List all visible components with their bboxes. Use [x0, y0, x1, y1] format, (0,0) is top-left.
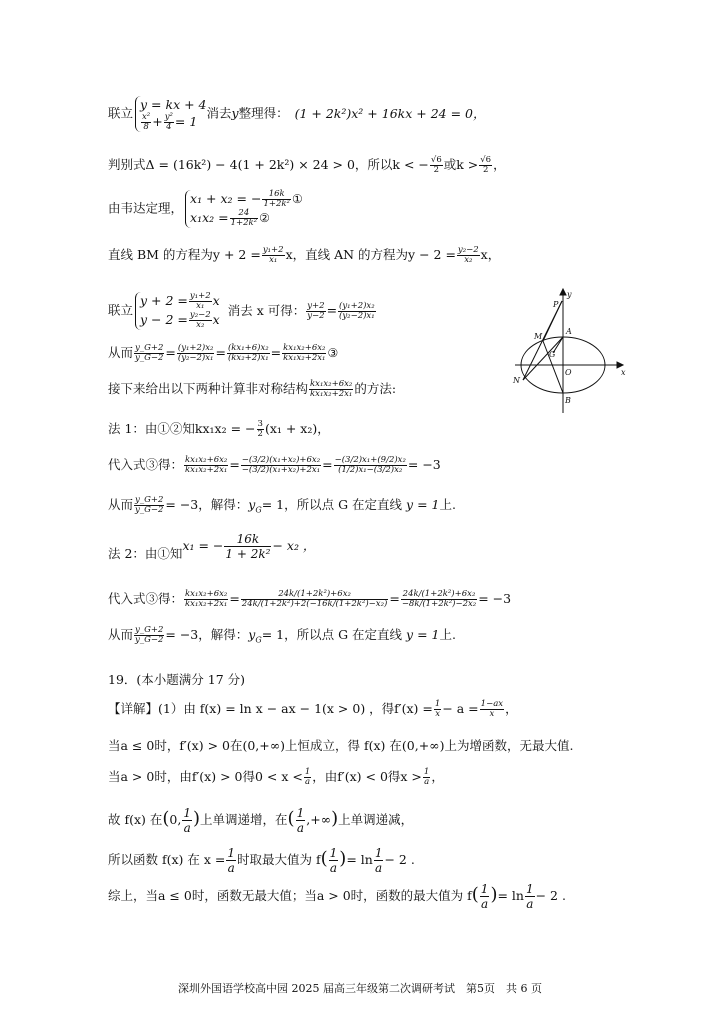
text: 消去 [206, 105, 232, 121]
line-conclusion2: 从而 $\frac{y\_G+2}{y\_G-2}$ = −3，解得：$y_G= 1$，所以点 G 在定直线 y = 1上. [108, 625, 456, 645]
text: = −3 [407, 457, 441, 472]
label-x: x [621, 368, 626, 377]
text: 判别式Δ = (16k²) − 4(1 + 2k²) × 24 > 0，所以k < − [108, 157, 429, 172]
text: y = 1 [406, 497, 440, 512]
line-ratio: 从而 $\frac{y\_G+2}{y\_G-2}$ = $\frac{\text{(y₁+2)x₂}}{\text{(y₂−2)x₁}}$ = $\frac{\text{(kx₁+6)x₂}}{\text{(kx₂+2)x₁}}$ = $\frac{\text{kx₁x₂+6x₂}}{\text{kx₁x₂+2x₁}}$ ③ [108, 343, 339, 363]
line-system-1 [108, 96, 485, 132]
q19-line-a: 【详解】(1）由 f(x) = ln x − ax − 1(x > 0) ，得f′(x) = $\frac{1}{x}$ − a = $\frac{1-ax}{x}$ ， [108, 699, 518, 719]
text: ，所以点 G 在定直线 [284, 497, 403, 512]
text: − a = [442, 701, 479, 716]
text: 上. [439, 627, 456, 642]
text: x₁ = − [182, 538, 224, 553]
q19-line-b [108, 738, 573, 754]
q19-line-d: 故 f(x) 在(0, $\frac{1}{a}$ )上单调递增，在( $\frac{1}{a}$ ,+∞)上单调递减， [108, 806, 414, 835]
label-A: A [566, 327, 572, 336]
text: 代入式③得： [108, 591, 184, 606]
text: 从而 [108, 627, 134, 642]
text: 法 1：由①②知kx₁x₂ = − [108, 421, 256, 436]
line-system-2: 联立 y + 2 = $\frac{\text{y₁+2}}{\text{x₁}}$ x y − 2 = $\frac{\text{y₂−2}}{\text{x₂}}$ x 消去 x 可得： $\frac{y+2}{y-2}$ = $\frac{\text{(y₁+2)x₂}}{\text{(y₂−2)x₁}}$ [108, 291, 375, 330]
line-sub1: 代入式③得： $\frac{\text{kx₁x₂+6x₂}}{\text{kx₁x₂+2x₁}}$ = $\frac{\text{−(3/2)(x₁+x₂)+6x₂}}{\text{−(3/2)(x₁+x₂)+2x₁}}$ = $\frac{\text{−(3/2)x₁+(9/2)x₂}}{\text{(1/2)x₁−(3/2)x₂}}$ = −3 [108, 455, 441, 475]
line-intro: 接下来给出以下两种计算非对称结构 $\frac{\text{kx₁x₂+6x₂}}{\text{kx₁x₂+2x₁}}$ 的方法: [108, 379, 397, 399]
text: = −3，解得： [165, 627, 249, 642]
text: 当a > 0时，由f′(x) > 0得0 < x < [108, 769, 303, 784]
system-brace [135, 96, 206, 132]
text: ，所以点 G 在定直线 [284, 627, 403, 642]
system-brace: x₁ + x₂ = − $\frac{16k}{\text{1+2k²}}$ ① x₁x₂ = $\frac{24}{\text{1+2k²}}$ ② [185, 190, 303, 228]
q19-line-c: 当a > 0时，由f′(x) > 0得0 < x < $\frac{1}{a}$ ，由f′(x) < 0得x > $\frac{1}{a}$ ， [108, 767, 444, 787]
text: 联立 [108, 302, 134, 318]
page-footer: 深圳外国语学校高中园 2025 届高三年级第二次调研考试 第5页 共 6 页 [178, 982, 542, 995]
eq: x₁x₂ = [190, 210, 229, 225]
text: − 2 . [535, 888, 566, 903]
label-O: O [565, 368, 572, 377]
text: 整理得： [238, 105, 289, 121]
text: ，由f′(x) < 0得x > [312, 769, 422, 784]
line-method2: 法 2：由①知x₁ = − $\frac{16k}{\text{1 + 2k²}}$ − x₂ ， [108, 532, 316, 561]
line-sub2: 代入式③得： $\frac{\text{kx₁x₂+6x₂}}{\text{kx₁x₂+2x₁}}$ = $\frac{\text{24k/(1+2k²)+6x₂}}{\text{24k/(1+2k²)+2(−16k/(1+2k²)−x₂)}}$ = $\frac{\text{24k/(1+2k²)+6x₂}}{\text{−8k/(1+2k²)−2x₂}}$ = −3 [108, 589, 512, 609]
q19-line-f: 综上，当a ≤ 0时，函数无最大值；当a > 0时，函数的最大值为 f( $\frac{1}{a}$ )= ln $\frac{1}{a}$ − 2 . [108, 882, 566, 911]
line-mb [543, 341, 563, 393]
question-19-header [108, 672, 245, 688]
text: 从而 [108, 345, 134, 360]
text: = −3，解得： [165, 497, 249, 512]
text: ， [431, 769, 444, 784]
eq-ellipse: $\frac{\text{x²}}{8}$ + $\frac{\text{y²}}{4}$ = 1 [142, 112, 198, 132]
text: 综上，当a ≤ 0时，函数无最大值；当a > 0时，函数的最大值为 f [108, 888, 472, 903]
text: 从而 [108, 497, 134, 512]
text: − x₂ ， [272, 538, 316, 553]
text: 19．(本小题满分 17 分) [108, 672, 246, 687]
eq: x₁ + x₂ = − [190, 191, 262, 206]
line-bm-an: 直线 BM 的方程为y + 2 = $\frac{\text{y₁+2}}{\text{x₁}}$ x，直线 AN 的方程为y − 2 = $\frac{\text{y₂−2}}{\text{x₂}}$ x， [108, 245, 501, 265]
line-vieta [108, 190, 303, 228]
text: − 2 . [384, 852, 415, 867]
text: 接下来给出以下两种计算非对称结构 [108, 381, 309, 396]
text: 直线 BM 的方程为y + 2 = [108, 247, 261, 262]
text: = ln [497, 888, 524, 903]
text: 时取最大值为 f [237, 852, 321, 867]
text: (x₁ + x₂)， [264, 421, 330, 436]
equation: (1 + 2k²)x² + 16kx + 24 = 0， [294, 105, 486, 121]
label-N: N [513, 376, 520, 385]
line-method1: 法 1：由①②知kx₁x₂ = − $\frac{3}{2}$ (x₁ + x₂)， [108, 419, 330, 439]
y-axis-arrow [560, 289, 566, 295]
text: ， [493, 157, 506, 172]
label-B: B [565, 396, 571, 405]
text: 上单调递减， [338, 812, 414, 827]
text: y = 1 [406, 627, 440, 642]
line-discriminant: 判别式Δ = (16k²) − 4(1 + 2k²) × 24 > 0，所以k < − $\frac{√6}{2}$ 或k > $\frac{√6}{2}$ ， [108, 155, 506, 175]
text: 或k > [443, 157, 479, 172]
text: x，直线 AN 的方程为y − 2 = [285, 247, 456, 262]
label-P: P [553, 300, 559, 309]
circle-label: ① [291, 192, 303, 206]
text: 上单调递增，在 [200, 812, 288, 827]
text: 当a ≤ 0时，f′(x) > 0在(0,+∞)上恒成立，得 f(x) 在(0,+∞)上为增函数，无最大值. [108, 738, 574, 753]
text: 故 f(x) 在 [108, 812, 163, 827]
eq: y − 2 = [140, 312, 188, 327]
text: 的方法: [354, 381, 397, 396]
circle-label: ③ [327, 346, 339, 360]
text: 法 2：由①知 [108, 546, 183, 561]
eq-line: y = kx + 4 [140, 97, 207, 112]
eq: y + 2 = [140, 293, 188, 308]
label-G: G [549, 350, 556, 359]
text: ， [505, 701, 518, 716]
text: 消去 x 可得： [227, 302, 306, 318]
text: 所以函数 f(x) 在 x = [108, 852, 226, 867]
var: y [231, 105, 239, 121]
text: 联立 [108, 105, 134, 121]
label-y: y [567, 290, 572, 299]
system-brace: y + 2 = $\frac{\text{y₁+2}}{\text{x₁}}$ x y − 2 = $\frac{\text{y₂−2}}{\text{x₂}}$ x [135, 292, 220, 330]
circle-label: ② [259, 211, 270, 225]
q19-line-e: 所以函数 f(x) 在 x = $\frac{1}{a}$ 时取最大值为 f( $\frac{1}{a}$ )= ln $\frac{1}{a}$ − 2 . [108, 846, 415, 875]
text: 由韦达定理， [108, 200, 184, 216]
text: = ln [346, 852, 373, 867]
text: x， [480, 247, 501, 262]
text: = 1 [261, 497, 285, 512]
label-M: M [534, 332, 543, 341]
line-na [523, 337, 563, 380]
text: 【详解】(1）由 f(x) = ln x − ax − 1(x > 0) ，得f′(x) = [108, 701, 433, 716]
text: 上. [439, 497, 456, 512]
text: = 1 [261, 627, 285, 642]
text: = −3 [478, 591, 512, 606]
ellipse-figure [505, 285, 630, 415]
line-conclusion1: 从而 $\frac{y\_G+2}{y\_G-2}$ = −3，解得：$y_G= 1$，所以点 G 在定直线 y = 1上. [108, 495, 456, 515]
text: 代入式③得： [108, 457, 184, 472]
